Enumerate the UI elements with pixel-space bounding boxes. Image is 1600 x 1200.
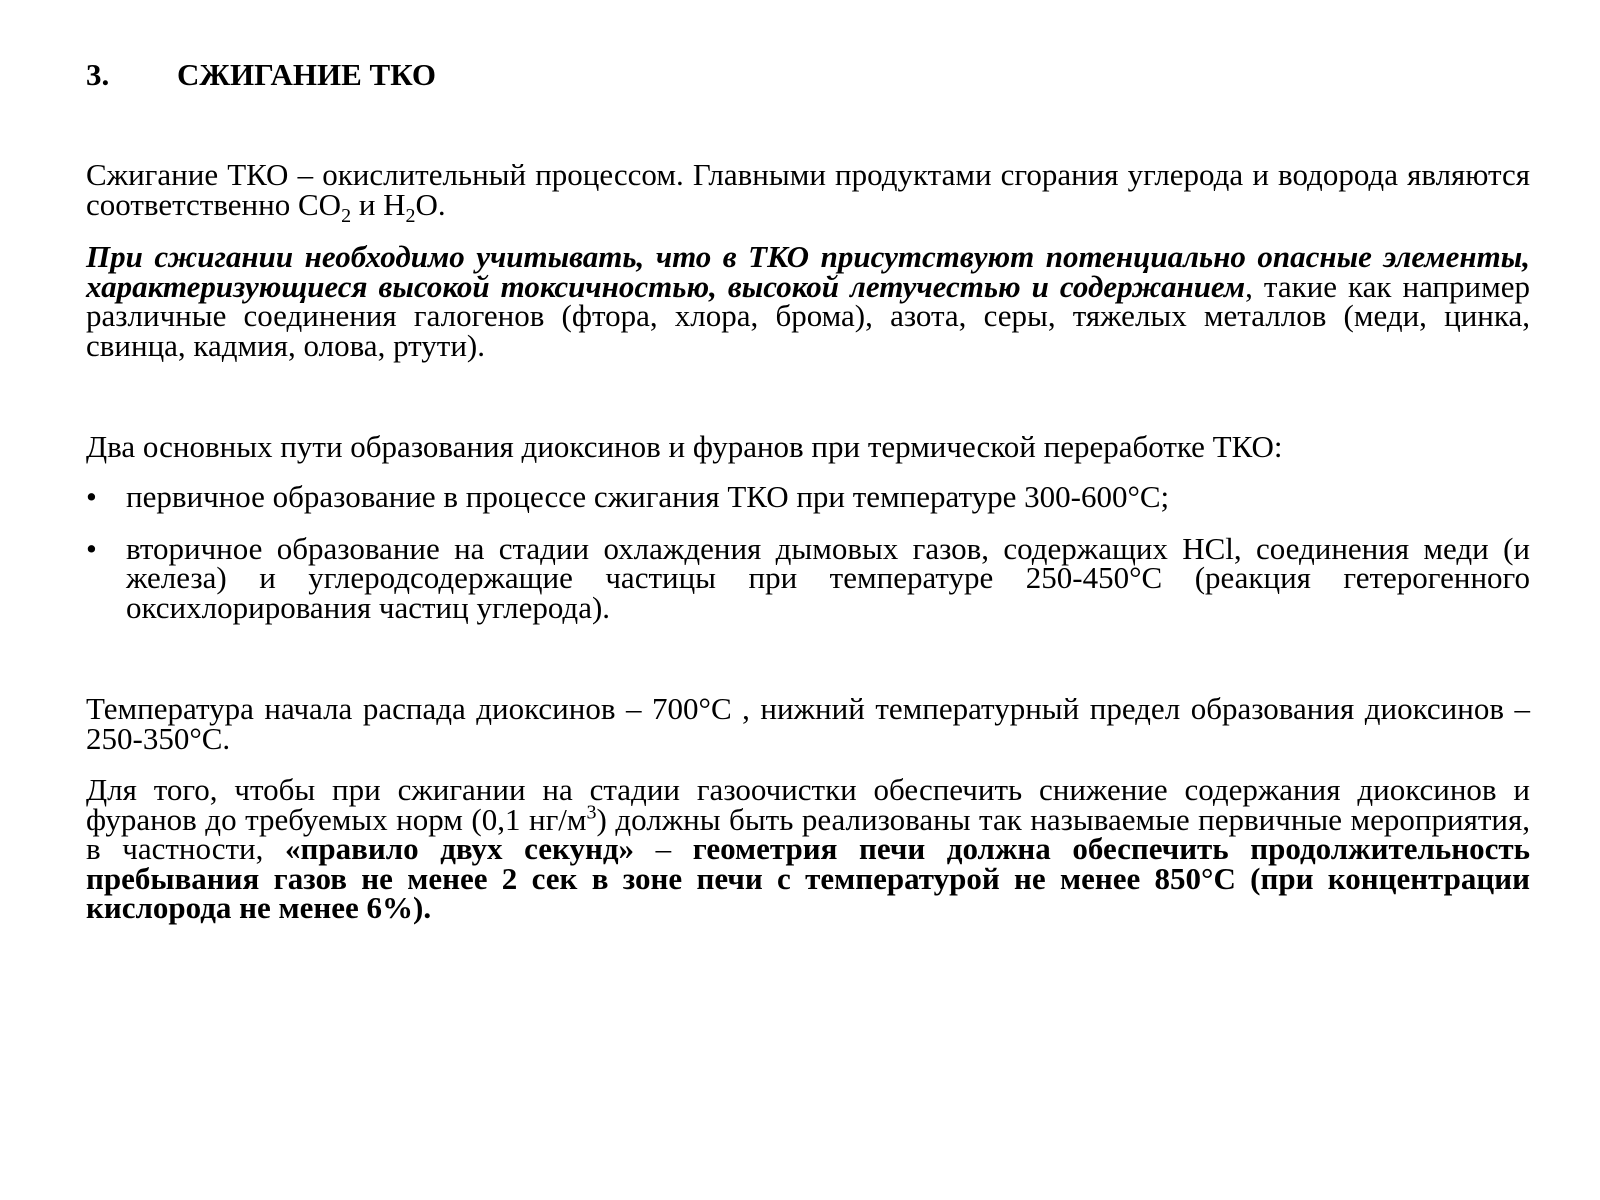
section-heading	[86, 55, 436, 95]
two-second-rule-label: «правило двух секунд»	[285, 831, 635, 866]
paragraph-two-second-rule: Для того, чтобы при сжигании на стадии газоочистки обеспечить снижение содержания диоксинов и фуранов до требуемых норм (0,1 $нг/м^3$) должны быть реализованы так называемые первичные мероприятия, в частности, «правило двух секунд» – геометрия печи должна обеспечить продолжительность пребывания газов не менее 2 сек в зоне печи с температурой не менее 850°С (при концентрации кислорода не менее 6%).	[86, 772, 1530, 925]
section-title: СЖИГАНИЕ ТКО	[177, 57, 437, 92]
paragraph-dioxin-pathways: Два основных пути образования диоксинов и фуранов при термической переработке ТКО:	[86, 429, 1283, 464]
requirement-text: геометрия печи должна обеспечить продолжительность пребывания газов не менее 2 сек в зоне печи с температурой не менее 850°С (при концентрации кислорода не менее 6%).	[86, 831, 1530, 925]
section-number: 3.	[86, 57, 110, 92]
paragraph-combustion-products: Сжигание ТКО – окислительный процессом. Главными продуктами сгорания углерода и водорода являются соответственно $CO_2$ и $H_2O$.	[86, 157, 1530, 227]
paragraph-hazardous-elements: При сжигании необходимо учитывать, что в ТКО присутствуют потенциально опасные элементы, характеризующиеся высокой токсичностью, высокой летучестью и содержанием, такие как например различные соединения галогенов (фтора, хлора, брома), азота, серы, тяжелых металлов (меди, цинка, свинца, кадмия, олова, ртути).	[86, 239, 1530, 363]
subscript-2: 2	[341, 204, 352, 227]
superscript-3: 3	[586, 801, 597, 824]
list-item: • вторичное образование на стадии охлаждения дымовых газов, содержащих HCl, соединения меди (и железа) и углеродсодержащие частицы при температуре 250-450°С (реакция гетерогенного оксихлорирования частиц углерода).	[86, 530, 1530, 625]
pathways-list	[86, 479, 1530, 625]
bullet-icon: •	[86, 530, 97, 566]
paragraph-decomposition-temperature: Температура начала распада диоксинов – 700°С , нижний температурный предел образования диоксинов – 250-350°С.	[86, 691, 1530, 756]
subscript-2: 2	[405, 204, 416, 227]
list-item: • первичное образование в процессе сжигания ТКО при температуре 300-600°С;	[86, 479, 1170, 514]
emphasis-text: При сжигании необходимо учитывать, что в ТКО присутствуют потенциально опасные элементы, характеризующиеся высокой токсичностью, высокой летучестью и содержанием	[86, 239, 1530, 304]
bullet-icon: •	[86, 479, 97, 514]
